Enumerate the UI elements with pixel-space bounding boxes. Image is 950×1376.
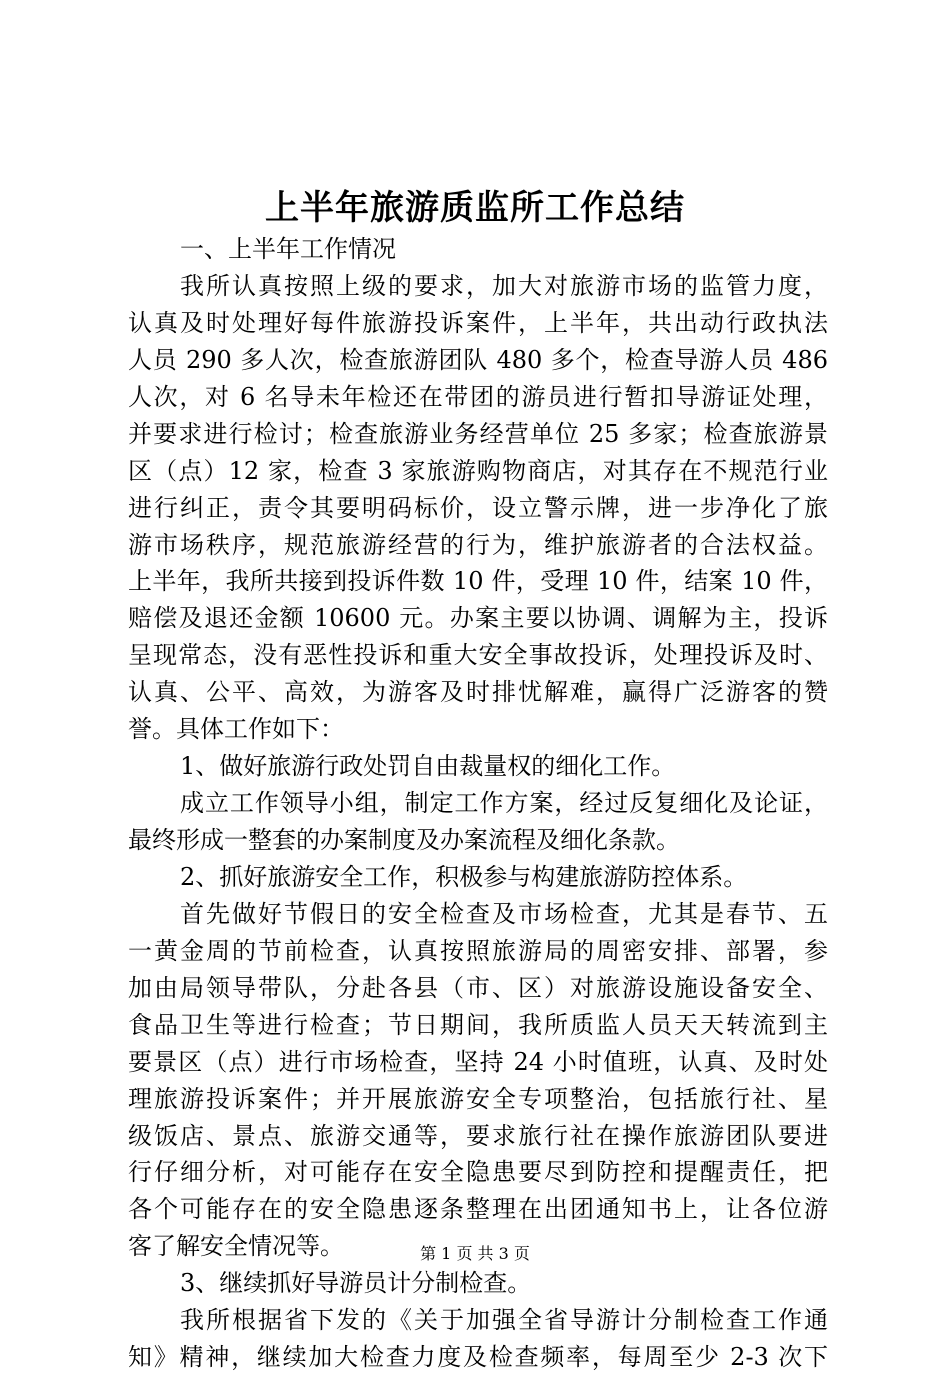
text-line: 2、抓好旅游安全工作，积极参与构建旅游防控体系。 (180, 862, 748, 891)
text-line: 各个可能存在的安全隐患逐条整理在出团通知书上，让各位游 (128, 1195, 828, 1224)
text-line: 认真、公平、高效，为游客及时排忧解难，赢得广泛游客的赞 (128, 678, 828, 707)
text-line: 最终形成一整套的办案制度及办案流程及细化条款。 (128, 826, 680, 854)
text-line: 成立工作领导小组，制定工作方案，经过反复细化及论证， (180, 789, 828, 818)
text-line: 认真及时处理好每件旅游投诉案件，上半年，共出动行政执法 (128, 308, 828, 337)
text-line: 食品卫生等进行检查；节日期间，我所质监人员天天转流到主 (128, 1010, 828, 1039)
text-line: 客了解安全情况等。 (128, 1232, 344, 1261)
text-line: 游市场秩序，规范旅游经营的行为，维护旅游者的合法权益。 (128, 530, 828, 559)
text-line: 赔偿及退还金额 10600 元。办案主要以协调、调解为主，投诉 (128, 604, 828, 633)
text-line: 知》精神，继续加大检查力度及检查频率，每周至少 2-3 次下 (128, 1343, 828, 1372)
text-line: 我所根据省下发的《关于加强全省导游计分制检查工作通 (180, 1306, 828, 1335)
text-line: 进行纠正，责令其要明码标价，设立警示牌，进一步净化了旅 (128, 493, 828, 522)
document-title: 上半年旅游质监所工作总结 (265, 188, 685, 228)
text-line: 呈现常态，没有恶性投诉和重大安全事故投诉，处理投诉及时、 (128, 641, 828, 670)
text-line: 我所认真按照上级的要求，加大对旅游市场的监管力度， (180, 271, 828, 300)
document-body (128, 231, 828, 1376)
text-line: 1、做好旅游行政处罚自由裁量权的细化工作。 (180, 752, 676, 781)
text-line: 区（点）12 家，检查 3 家旅游购物商店，对其存在不规范行业 (128, 456, 828, 485)
text-line: 人次，对 6 名导未年检还在带团的游员进行暂扣导游证处理， (128, 382, 828, 411)
text-line: 级饭店、景点、旅游交通等，要求旅行社在操作旅游团队要进 (128, 1121, 828, 1150)
text-line: 并要求进行检讨；检查旅游业务经营单位 25 多家；检查旅游景 (128, 419, 828, 448)
text-line: 首先做好节假日的安全检查及市场检查，尤其是春节、五 (180, 899, 828, 928)
text-line: 3、继续抓好导游员计分制检查。 (180, 1269, 532, 1298)
text-line: 一、上半年工作情况 (180, 235, 396, 263)
text-line: 一黄金周的节前检查，认真按照旅游局的周密安排、部署，参 (128, 936, 828, 965)
text-line: 人员 290 多人次，检查旅游团队 480 多个，检查导游人员 486 (128, 345, 828, 374)
text-line: 誉。具体工作如下： (128, 715, 344, 744)
text-line: 加由局领导带队，分赴各县（市、区）对旅游设施设备安全、 (128, 973, 828, 1002)
text-line: 上半年，我所共接到投诉件数 10 件，受理 10 件，结案 10 件， (128, 567, 828, 596)
text-line: 要景区（点）进行市场检查，坚持 24 小时值班，认真、及时处 (128, 1047, 828, 1076)
text-line: 行仔细分析，对可能存在安全隐患要尽到防控和提醒责任，把 (128, 1158, 828, 1187)
page-footer: 第 1 页 共 3 页 (420, 1244, 530, 1263)
text-line: 理旅游投诉案件；并开展旅游安全专项整治，包括旅行社、星 (128, 1084, 828, 1113)
